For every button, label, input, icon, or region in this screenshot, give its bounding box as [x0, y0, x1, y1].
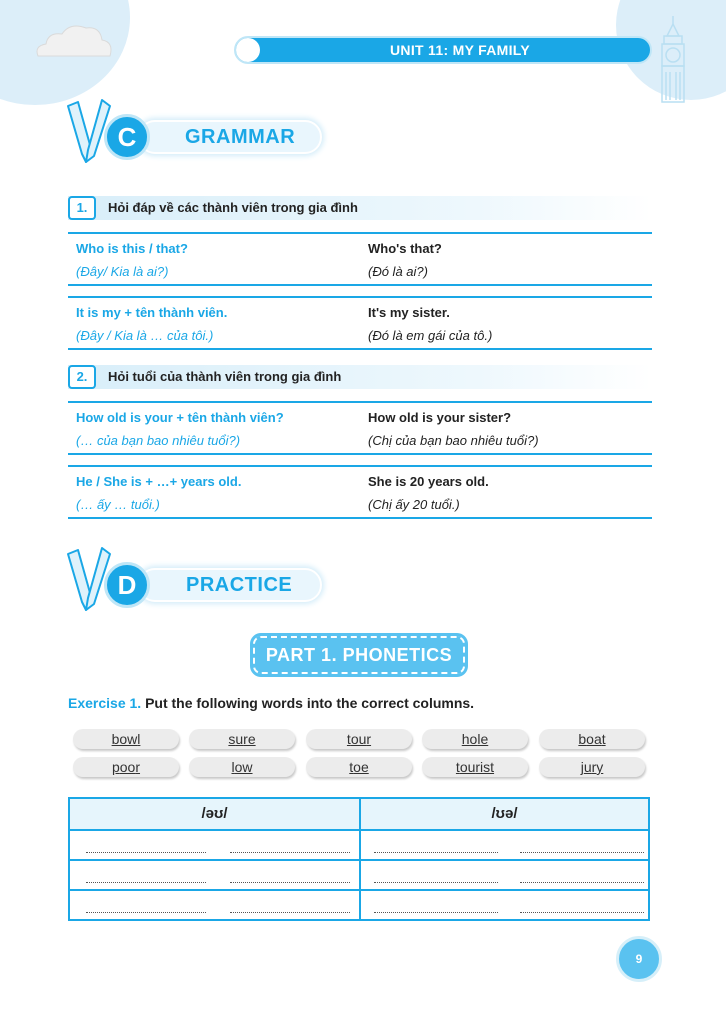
grammar-example-1-vi: (Đó là ai?)	[368, 264, 428, 279]
word-pre: l	[231, 759, 235, 775]
table-row-divider	[70, 859, 648, 861]
word-pill	[422, 729, 528, 749]
answer-blank[interactable]	[520, 881, 644, 883]
word-underlined: o	[469, 731, 478, 747]
grammar-structure-4-vi: (… ấy … tuổi.)	[76, 497, 160, 512]
word-underlined: u	[235, 731, 244, 747]
grammar-example-2: It's my sister.	[368, 305, 450, 320]
part-1-badge: PART 1. PHONETICS	[253, 636, 465, 674]
answer-blank[interactable]	[520, 851, 644, 853]
table-row-divider	[70, 829, 648, 831]
subsection-2-label: Hỏi tuổi của thành viên trong gia đình	[108, 369, 342, 384]
grammar-rule-bottom-3	[68, 453, 652, 455]
grammar-rule-top-3	[68, 401, 652, 403]
word-underlined: ow	[234, 759, 253, 775]
grammar-rule-top-1	[68, 232, 652, 234]
word-underlined: bow	[111, 731, 138, 747]
grammar-structure-4: He / She is + …+ years old.	[76, 474, 242, 489]
word-pill	[306, 729, 412, 749]
answer-blank[interactable]	[86, 851, 206, 853]
grammar-structure-1: Who is this / that?	[76, 241, 188, 256]
word-post: ry	[591, 759, 604, 775]
table-header-ou: /əʊ/	[70, 799, 359, 829]
exercise-1-label: Exercise 1.	[68, 695, 142, 711]
word-pill	[73, 729, 179, 749]
exercise-1-text: Put the following words into the correct columns.	[145, 695, 475, 711]
exercise-1-instruction	[68, 694, 474, 712]
grammar-structure-2: It is my + tên thành viên.	[76, 305, 228, 320]
word-underlined: oe	[353, 759, 369, 775]
page-number: 9	[616, 936, 662, 982]
section-letter-c: C	[104, 114, 150, 160]
practice-heading: PRACTICE	[186, 574, 293, 596]
word-pill	[539, 729, 645, 749]
grammar-rule-bottom-4	[68, 517, 652, 519]
grammar-rule-top-4	[68, 465, 652, 467]
word-post: t	[601, 731, 606, 747]
word-pre: t	[349, 759, 354, 775]
word-underlined: ou	[459, 759, 476, 775]
word-pre: s	[228, 731, 236, 747]
grammar-example-3-vi: (Chị của bạn bao nhiêu tuổi?)	[368, 433, 539, 448]
word-post: r	[366, 731, 372, 747]
answer-blank[interactable]	[374, 881, 498, 883]
grammar-example-4-vi: (Chị ấy 20 tuổi.)	[368, 497, 460, 512]
word-pill	[189, 729, 295, 749]
word-pill	[306, 757, 412, 777]
answer-table	[68, 797, 650, 921]
word-post: re	[243, 731, 256, 747]
word-pre: p	[111, 759, 120, 775]
word-pre: b	[578, 731, 587, 747]
grammar-example-1: Who's that?	[368, 241, 442, 256]
word-post: le	[477, 731, 489, 747]
word-pill	[422, 757, 528, 777]
answer-blank[interactable]	[230, 881, 350, 883]
word-post: rist	[475, 759, 495, 775]
grammar-structure-1-vi: (Đây/ Kia là ai?)	[76, 264, 169, 279]
word-post: r	[135, 759, 141, 775]
subsection-1-label: Hỏi đáp về các thành viên trong gia đình	[108, 200, 358, 215]
answer-blank[interactable]	[374, 911, 498, 913]
word-pill	[189, 757, 295, 777]
cloud-icon	[34, 20, 116, 60]
word-post: l	[137, 731, 141, 747]
grammar-rule-top-2	[68, 296, 652, 298]
word-underlined: oo	[119, 759, 136, 775]
subsection-1-number: 1.	[68, 196, 96, 220]
unit-header-circle	[236, 38, 260, 62]
word-pill	[539, 757, 645, 777]
unit-title: UNIT 11: MY FAMILY	[390, 42, 530, 58]
section-letter-d: D	[104, 562, 150, 608]
answer-blank[interactable]	[86, 881, 206, 883]
grammar-example-3: How old is your sister?	[368, 410, 512, 425]
word-pre: j	[580, 759, 584, 775]
answer-blank[interactable]	[230, 911, 350, 913]
big-ben-tower-icon	[656, 14, 690, 104]
grammar-rule-bottom-2	[68, 348, 652, 350]
grammar-heading: GRAMMAR	[185, 126, 296, 148]
answer-blank[interactable]	[520, 911, 644, 913]
table-row-divider	[70, 889, 648, 891]
word-underlined: ou	[350, 731, 367, 747]
grammar-structure-2-vi: (Đây / Kia là … của tôi.)	[76, 328, 214, 343]
word-pill	[73, 757, 179, 777]
grammar-structure-3: How old is your + tên thành viên?	[76, 410, 284, 425]
grammar-structure-3-vi: (… của bạn bao nhiêu tuổi?)	[76, 433, 241, 448]
grammar-rule-bottom-1	[68, 284, 652, 286]
answer-blank[interactable]	[374, 851, 498, 853]
word-underlined: oa	[586, 731, 602, 747]
word-pre: t	[346, 731, 351, 747]
answer-blank[interactable]	[230, 851, 350, 853]
word-pre: t	[455, 759, 460, 775]
table-header-ua: /ʊə/	[361, 799, 648, 829]
word-underlined: u	[583, 759, 592, 775]
word-pre: h	[461, 731, 470, 747]
subsection-2-number: 2.	[68, 365, 96, 389]
grammar-example-2-vi: (Đó là em gái của tô.)	[368, 328, 493, 343]
grammar-example-4: She is 20 years old.	[368, 474, 489, 489]
answer-blank[interactable]	[86, 911, 206, 913]
